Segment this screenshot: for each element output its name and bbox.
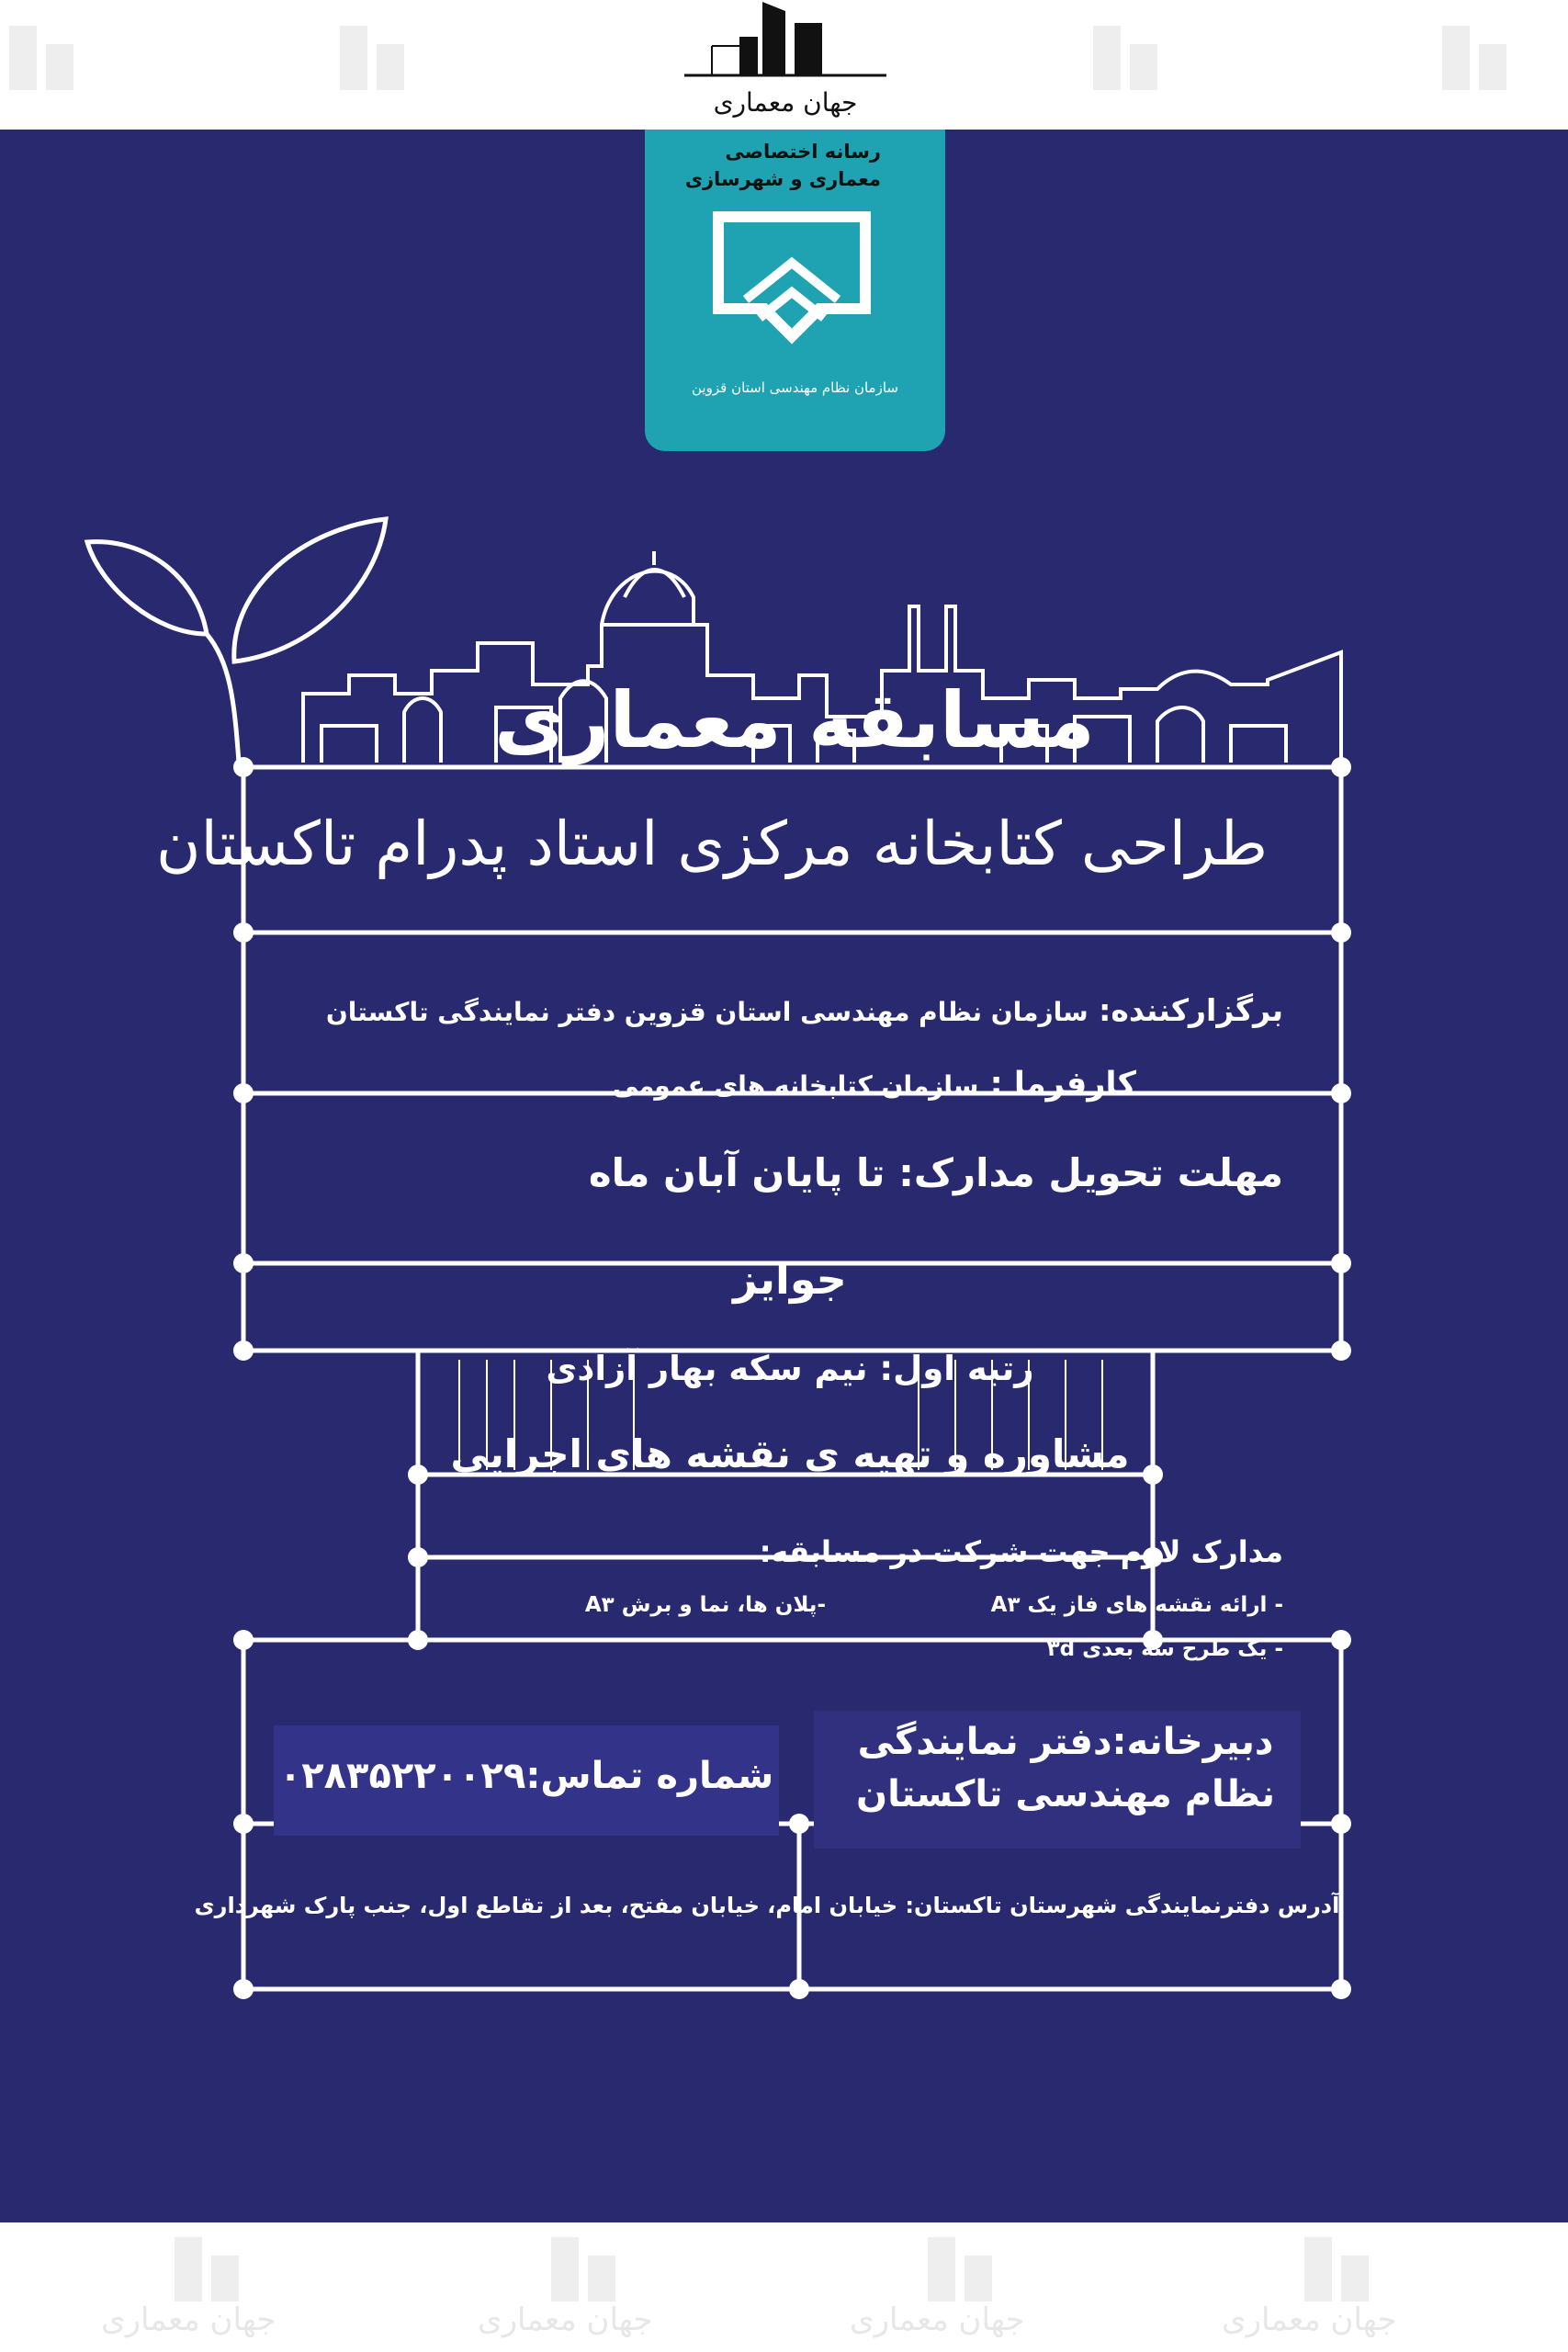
deadline-label: مهلت تحویل مدارک: [898, 1150, 1283, 1195]
doc-item: - یک طرح سه بعدی ۳d [1046, 1637, 1283, 1661]
watermark-text: جهان معماری [478, 2301, 653, 2338]
secretariat-line-2: نظام مهندسی تاکستان [855, 1773, 1276, 1815]
prize-first: رتبه اول: نیم سکه بهار آزادی [546, 1349, 1034, 1388]
client-value: سازمان کتابخانه های عمومی [612, 1070, 979, 1101]
prize-second: مشاوره و تهیه ی نقشه های اجرایی [450, 1431, 1130, 1476]
brand-name: جهان معماری [713, 87, 858, 118]
contact-phone: شماره تماس:۰۲۸۳۵۲۲۰۰۲۹ [278, 1755, 774, 1797]
deadline-line [589, 1150, 1283, 1195]
organizer-value: سازمان نظام مهندسی استان قزوین دفتر نمایندگی تاکستان [325, 997, 1089, 1027]
doc-item: - ارائه نقشه های فاز یک A۳ [990, 1593, 1283, 1617]
badge-org-name: سازمان نظام مهندسی استان قزوین [692, 379, 898, 396]
prizes-title: جوایز [733, 1254, 847, 1304]
client-line [613, 1066, 1136, 1102]
poster-title: مسابقه معماری [494, 675, 1095, 765]
brand-tagline-2: معماری و شهرسازی [684, 168, 881, 190]
organizer-label: برگزارکننده: [1099, 992, 1283, 1028]
watermark-text: جهان معماری [850, 2301, 1025, 2338]
watermark-text: جهان معماری [1222, 2301, 1397, 2338]
brand-tagline-1: رسانه اختصاصی [725, 141, 881, 163]
client-label: کارفرما : [989, 1066, 1136, 1102]
organizer-line [326, 992, 1283, 1028]
doc-item: -پلان ها، نما و برش A۳ [584, 1593, 826, 1617]
poster-subtitle: طراحی کتابخانه مرکزی استاد پدرام تاکستان [156, 808, 1268, 879]
secretariat-line-1: دبیرخانه:دفتر نمایندگی [857, 1721, 1274, 1763]
docs-title: مدارک لازم جهت شرکت در مسابقه: [759, 1534, 1283, 1569]
watermark-text: جهان معماری [101, 2301, 276, 2338]
office-address: آدرس دفترنمایندگی شهرستان تاکستان: خیابان امام، خیابان مفتح، بعد از تقاطع اول، جنب پارک شهرداری [194, 1893, 1340, 1918]
deadline-value: تا پایان آبان ماه [588, 1150, 886, 1195]
